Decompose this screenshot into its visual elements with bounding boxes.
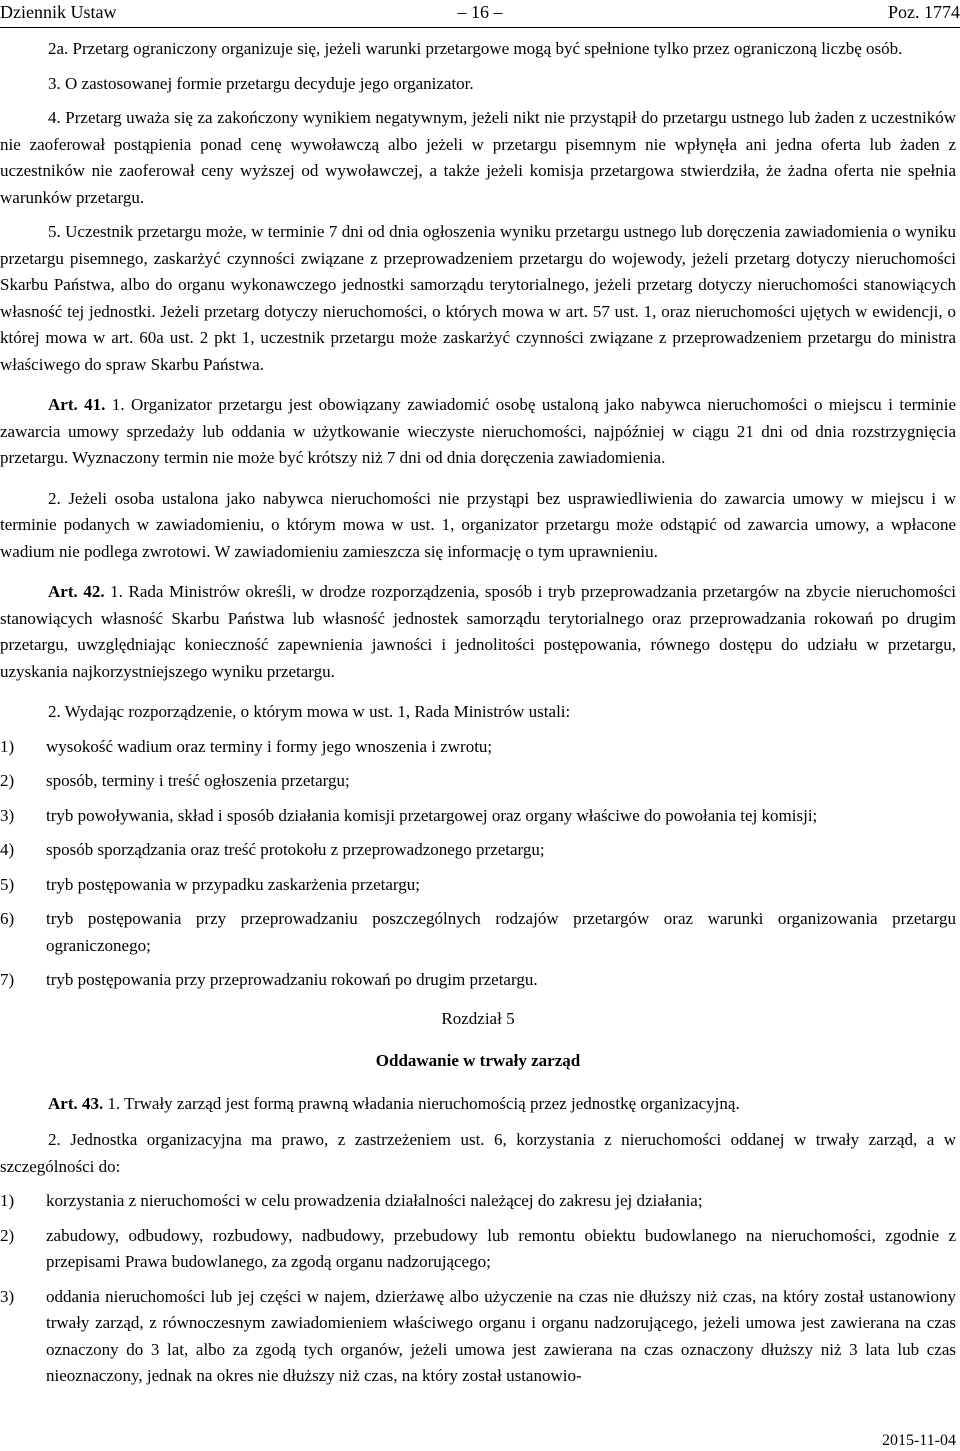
paragraph-3: 3. O zastosowanej formie przetargu decyduje jego organizator. [48, 73, 474, 93]
art-43-paragraph-2: 2. Jednostka organizacyjna ma prawo, z zastrzeżeniem ust. 6, korzystania z nieruchomości oddanej w trwały zarząd, a w szczególności do: [0, 1130, 956, 1176]
art-43-label: Art. 43. [48, 1093, 104, 1113]
paragraph-2a: 2a. Przetarg ograniczony organizuje się, jeżeli warunki przetargowe mogą być spełnione tylko przez ograniczoną liczbę osób. [48, 39, 903, 58]
list-item-text: sposób, terminy i treść ogłoszenia przetargu; [46, 771, 350, 790]
list-item-text: tryb powoływania, skład i sposób działania komisji przetargowej oraz organy właściwe do powołania tej komisji; [46, 805, 818, 825]
list-item-text: tryb postępowania w przypadku zaskarżenia przetargu; [46, 874, 421, 894]
list-item-number: 2) [0, 771, 15, 790]
art-42-label: Art. 42. [48, 582, 105, 601]
list-item-number: 3) [0, 1286, 15, 1306]
chapter-number: Rozdział 5 [441, 1008, 515, 1028]
list-item-number: 1) [0, 736, 15, 756]
list-item-number: 6) [0, 909, 15, 928]
list-item-number: 5) [0, 874, 15, 894]
list-item [0, 906, 956, 959]
list-item-text: sposób sporządzania oraz treść protokołu z przeprowadzonego przetargu; [46, 840, 545, 859]
art-42-paragraph-1 [0, 579, 956, 685]
list-item [0, 1284, 956, 1390]
list-item-text: wysokość wadium oraz terminy i formy jego wnoszenia i zwrotu; [46, 736, 493, 756]
page-header [0, 0, 960, 24]
art-43-text-1: 1. Trwały zarząd jest formą prawną władania nieruchomością przez jednostkę organizacyjną. [107, 1093, 740, 1113]
list-item-number: 7) [0, 970, 15, 989]
page-number: – 16 – [457, 2, 503, 22]
list-item [0, 1188, 956, 1215]
art-41-paragraph-1 [0, 392, 956, 472]
list-item-text: korzystania z nieruchomości w celu prowadzenia działalności należącej do zakresu jej działania; [46, 1191, 703, 1210]
art-42-paragraph-2: 2. Wydając rozporządzenie, o którym mowa w ust. 1, Rada Ministrów ustali: [48, 702, 571, 721]
art-43-list [0, 1188, 956, 1390]
list-item-number: 4) [0, 840, 15, 859]
position-number: Poz. 1774 [888, 2, 960, 22]
list-item [0, 1223, 956, 1276]
art-41-text-1: 1. Organizator przetargu jest obowiązany zawiadomić osobę ustaloną jako nabywca nieruchomości o miejscu i terminie zawarcia umowy sprzedaży lub oddania w użytkowanie wieczyste nieruchomości, najpóźniej w ciągu 21 dni od dnia rozstrzygnięcia przetargu. Wyznaczony termin nie może być krótszy niż 7 dni od dnia doręczenia zawiadomienia. [0, 395, 957, 467]
paragraph-4: 4. Przetarg uważa się za zakończony wynikiem negatywnym, jeżeli nikt nie przystąpił do przetargu ustnego lub żaden z uczestników nie zaoferował postąpienia ponad cenę wywoławczą albo jeżeli w przetargu pisemnym nie wpłynęła ani jedna oferta lub żaden z uczestników nie zaoferował ceny wyższej od wywoławczej, a także jeżeli komisja przetargowa stwierdziła, że żadna oferta nie spełnia warunków przetargu. [0, 108, 956, 207]
header-rule [0, 27, 960, 28]
chapter-title: Oddawanie w trwały zarząd [375, 1051, 581, 1070]
paragraph-5: 5. Uczestnik przetargu może, w terminie 7 dni od dnia ogłoszenia wyniku przetargu ustnego lub doręczenia zawiadomienia o wyniku przetargu pisemnego, zaskarżyć czynności związane z przeprowadzeniem przetargu do wojewody, jeżeli przetarg dotyczy nieruchomości Skarbu Państwa, albo do organu wykonawczego jednostki samorządu terytorialnego, jeżeli przetarg dotyczy nieruchomości stanowiących własność tej jednostki. Jeżeli przetarg dotyczy nieruchomości, o których mowa w art. 57 ust. 1, oraz nieruchomości ujętych w ewidencji, o której mowa w art. 60a ust. 2 pkt 1, uczestnik przetargu może zaskarżyć czynności związane z przeprowadzeniem przetargu do ministra właściwego do spraw Skarbu Państwa. [0, 222, 956, 374]
list-item-number: 3) [0, 805, 15, 825]
list-item-number: 2) [0, 1225, 15, 1245]
list-item-number: 1) [0, 1191, 15, 1210]
list-item [0, 872, 956, 899]
list-item [0, 734, 956, 761]
document-body [0, 36, 956, 1398]
list-item [0, 803, 956, 830]
art-42-text-1: 1. Rada Ministrów określi, w drodze rozporządzenia, sposób i tryb przeprowadzania przetargów na zbycie nieruchomości stanowiących własność Skarbu Państwa lub własność jednostek samorządu terytorialnego oraz przeprowadzania rokowań po drugim przetargu, uwzględniając konieczność zapewnienia jawności i jednolitości postępowania, równego dostępu do udziału w przetargu, uzyskania najkorzystniejszego wyniku przetargu. [0, 582, 957, 681]
list-item [0, 967, 956, 994]
art-42-list [0, 734, 956, 994]
journal-title: Dziennik Ustaw [0, 2, 117, 22]
list-item [0, 768, 956, 795]
list-item-text: tryb postępowania przy przeprowadzaniu rokowań po drugim przetargu. [46, 970, 538, 989]
list-item-text: tryb postępowania przy przeprowadzaniu poszczególnych rodzajów przetargów oraz warunki organizowania przetargu ograniczonego; [46, 909, 956, 955]
list-item [0, 837, 956, 864]
art-43-paragraph-1 [0, 1091, 956, 1118]
footer-date: 2015-11-04 [881, 1432, 956, 1449]
list-item-text: zabudowy, odbudowy, rozbudowy, nadbudowy, przebudowy lub remontu obiektu budowlanego na nieruchomości, zgodnie z przepisami Prawa budowlanego, za zgodą organu nadzorującego; [46, 1225, 956, 1271]
art-41-paragraph-2: 2. Jeżeli osoba ustalona jako nabywca nieruchomości nie przystąpi bez usprawiedliwienia do zawarcia umowy w miejscu i w terminie podanych w zawiadomieniu, o którym mowa w ust. 1, organizator przetargu może odstąpić od zawarcia umowy, a wpłacone wadium nie podlega zwrotowi. W zawiadomieniu zamieszcza się informację o tym uprawnieniu. [0, 488, 956, 561]
art-41-label: Art. 41. [48, 395, 106, 414]
list-item-text: oddania nieruchomości lub jej części w najem, dzierżawę albo użyczenie na czas nie dłuższy niż czas, na który został ustanowiony trwały zarząd, z równoczesnym zawiadomieniem właściwego organu i organu nadzorującego, jeżeli umowa jest zawierana na czas oznaczony do 3 lat, albo za zgodą tych organów, jeżeli umowa jest zawierana na czas oznaczony dłuższy niż 3 lata lub czas nieoznaczony, jednak na okres nie dłuższy niż czas, na który został ustanowio- [46, 1286, 956, 1385]
